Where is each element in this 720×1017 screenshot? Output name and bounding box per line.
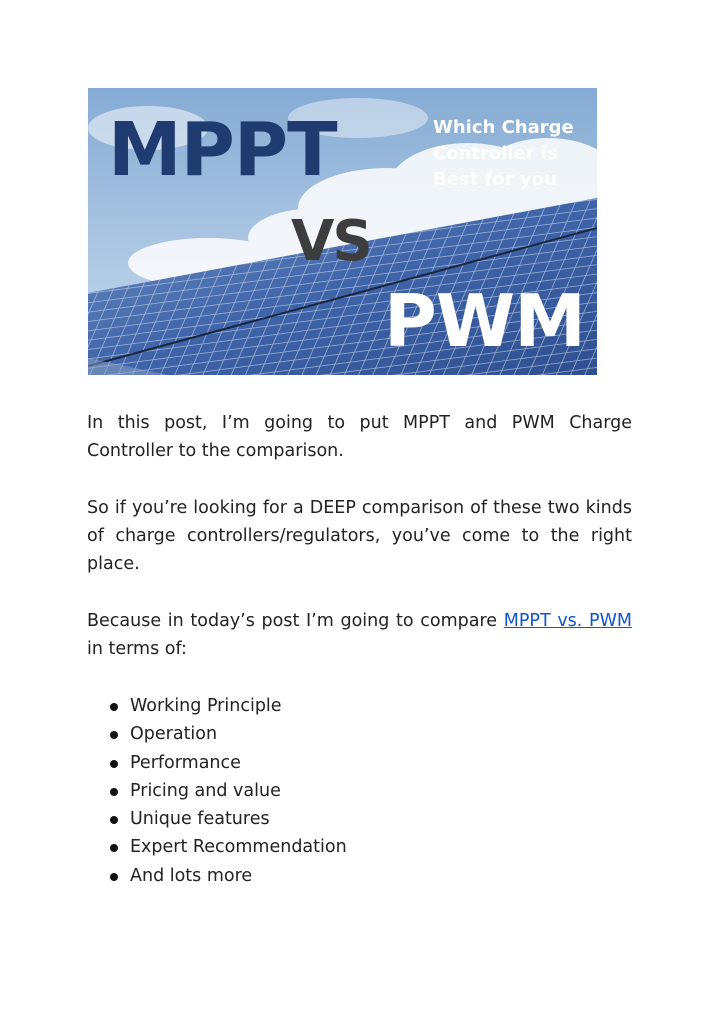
hero-title-pwm: PWM xyxy=(384,279,585,363)
list-item-label: And lots more xyxy=(130,865,253,886)
bullet-icon xyxy=(110,731,118,739)
list-item xyxy=(87,720,632,748)
list-item xyxy=(87,862,632,890)
hero-title-mppt: MPPT xyxy=(108,107,337,193)
hero-tagline xyxy=(433,117,574,190)
list-item xyxy=(87,833,632,861)
paragraph-terms-text: Because in today’s post I’m going to compare xyxy=(87,611,504,631)
list-item-label: Pricing and value xyxy=(130,780,281,801)
hero-title-vs: VS xyxy=(291,209,371,274)
hero-tagline-line: Controller is xyxy=(433,143,558,164)
bullet-icon xyxy=(110,873,118,881)
paragraph-terms xyxy=(87,607,632,663)
hero-image xyxy=(88,88,597,375)
list-item-label: Expert Recommendation xyxy=(130,837,347,858)
list-item-label: Performance xyxy=(130,752,241,773)
bullet-icon xyxy=(110,788,118,796)
list-item xyxy=(87,777,632,805)
paragraph-deep-comparison: So if you’re looking for a DEEP comparison of these two kinds of charge controllers/regulators, you’ve come to the right place. xyxy=(87,498,632,574)
list-item xyxy=(87,692,632,720)
bullet-icon xyxy=(110,844,118,852)
hero-tagline-line: Best for you xyxy=(433,169,557,190)
hero-tagline-line: Which Charge xyxy=(433,117,574,138)
list-item xyxy=(87,749,632,777)
list-item xyxy=(87,805,632,833)
bullet-icon xyxy=(110,816,118,824)
list-item-label: Operation xyxy=(130,724,218,745)
bullet-icon xyxy=(110,760,118,768)
list-item-label: Working Principle xyxy=(130,696,282,716)
list-item-label: Unique features xyxy=(130,809,270,830)
article-body xyxy=(87,409,632,890)
mppt-vs-pwm-link[interactable]: MPPT vs. PWM xyxy=(503,611,633,631)
bullet-icon xyxy=(110,703,118,711)
paragraph-terms-text-end: in terms of: xyxy=(87,639,187,659)
paragraph-intro: In this post, I’m going to put MPPT and PWM Charge Controller to the comparison. xyxy=(87,413,632,461)
terms-list xyxy=(87,692,632,890)
